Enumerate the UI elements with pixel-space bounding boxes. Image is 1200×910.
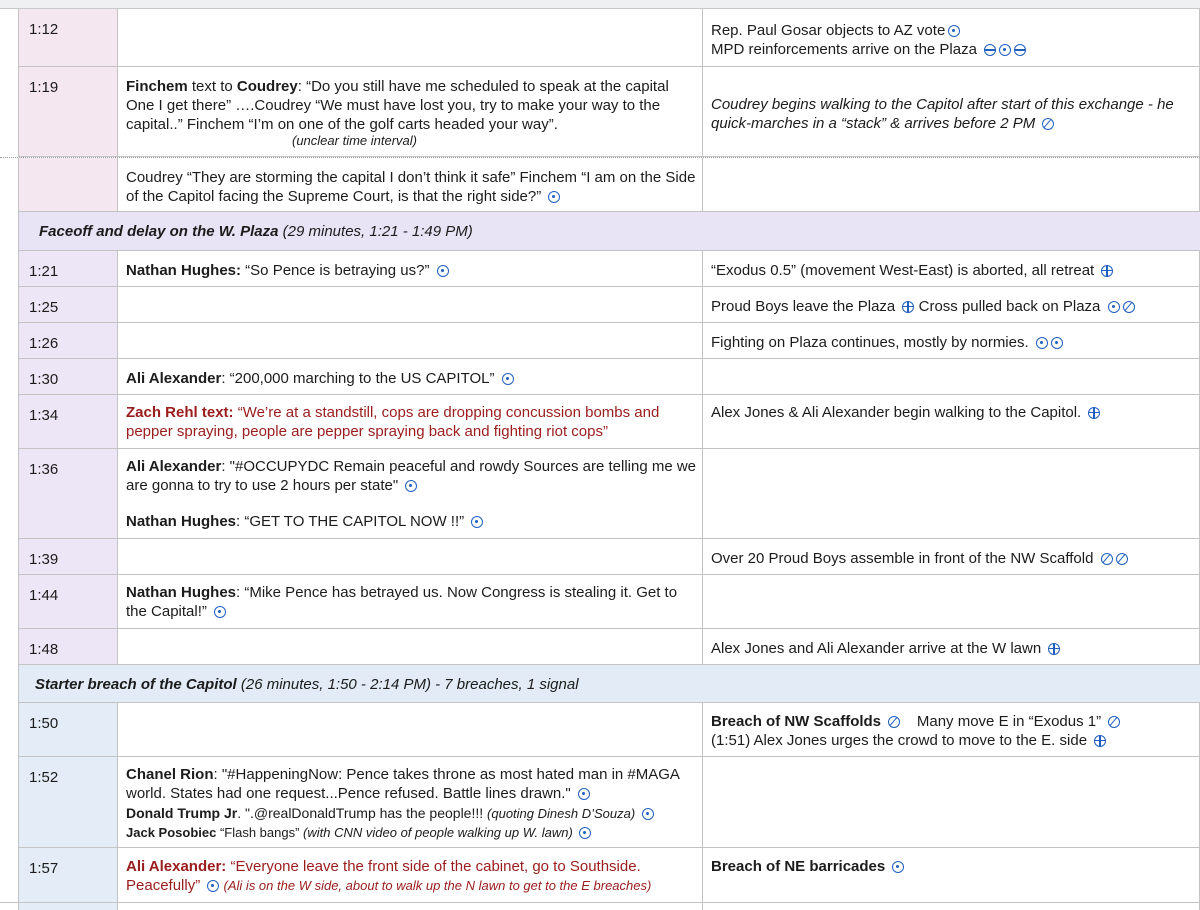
table-row xyxy=(18,629,1200,665)
slash-circle-icon xyxy=(1101,553,1113,565)
dot-icon xyxy=(405,480,417,492)
dot-icon xyxy=(502,373,514,385)
table-row xyxy=(18,9,1200,67)
time-cell: 1:30 xyxy=(29,371,59,388)
time-cell: 1:36 xyxy=(29,461,59,478)
message-text: Nathan Hughes: “Mike Pence has betrayed us. Now Congress is stealing it. Get to the Capital!” xyxy=(126,584,678,620)
slash-circle-icon xyxy=(888,716,900,728)
table-row xyxy=(18,703,1200,757)
minus-icon xyxy=(984,44,996,56)
top-strip xyxy=(0,0,1200,9)
table-row xyxy=(18,251,1200,287)
dot-icon xyxy=(548,191,560,203)
message-text: Jack Posobiec “Flash bangs” (with CNN video of people walking up W. lawn) xyxy=(126,823,696,842)
time-cell: 1:48 xyxy=(29,641,59,658)
table-row xyxy=(18,158,1200,212)
dot-icon xyxy=(1036,337,1048,349)
message-text: Zach Rehl text: “We’re at a standstill, cops are dropping concussion bombs and pepper spraying, people are pepper spraying back and fighting riot cops” xyxy=(126,404,660,440)
message-text: Chanel Rion: "#HappeningNow: Pence takes throne as most hated man in #MAGA world. States had one request...Pence refused. Battle lines drawn." xyxy=(126,766,680,802)
event-text: Breach of NE barricades xyxy=(711,857,1193,876)
plus-icon xyxy=(1101,265,1113,277)
table-row xyxy=(18,323,1200,359)
slash-circle-icon xyxy=(1123,301,1135,313)
time-cell: 1:39 xyxy=(29,551,59,568)
dot-icon xyxy=(1051,337,1063,349)
message-text: Ali Alexander: “200,000 marching to the US CAPITOL” xyxy=(126,369,696,388)
table-row xyxy=(18,848,1200,910)
time-cell: 1:34 xyxy=(29,407,59,424)
table-row xyxy=(18,449,1200,539)
event-text: Breach of NW Scaffolds Many move E in “Exodus 1” (1:51) Alex Jones urges the crowd to move to the E. side xyxy=(711,712,1193,750)
time-cell: 1:44 xyxy=(29,587,59,604)
plus-icon xyxy=(1048,643,1060,655)
event-text: Fighting on Plaza continues, mostly by normies. xyxy=(711,333,1193,352)
plus-icon xyxy=(1088,407,1100,419)
dot-icon xyxy=(578,788,590,800)
time-cell: 1:19 xyxy=(29,79,59,96)
event-text: Proud Boys leave the Plaza Cross pulled back on Plaza xyxy=(711,297,1193,316)
section-header: Starter breach of the Capitol (26 minutes, 1:50 - 2:14 PM) - 7 breaches, 1 signal xyxy=(18,665,1200,703)
table-row xyxy=(18,67,1200,157)
message-text: Donald Trump Jr. ".@realDonaldTrump has the people!!! (quoting Dinesh D’Souza) xyxy=(126,804,696,823)
message-text: Ali Alexander: "#OCCUPYDC Remain peaceful and rowdy Sources are telling me we are gonna to try to use 2 hours per state" xyxy=(126,458,697,494)
event-text: Alex Jones and Ali Alexander arrive at the W lawn xyxy=(711,639,1193,658)
plus-icon xyxy=(902,301,914,313)
dot-icon xyxy=(579,827,591,839)
dot-icon xyxy=(642,808,654,820)
message-text: Coudrey “They are storming the capital I don’t think it safe” Finchem “I am on the Side of the Capitol facing the Supreme Court, is that the right side?” xyxy=(126,169,696,205)
slash-circle-icon xyxy=(1116,553,1128,565)
dot-icon xyxy=(999,44,1011,56)
table-row xyxy=(18,575,1200,629)
table-row xyxy=(18,359,1200,395)
table-row xyxy=(18,287,1200,323)
message-text: Nathan Hughes: “GET TO THE CAPITOL NOW !!” xyxy=(126,512,696,531)
section-header: Faceoff and delay on the W. Plaza (29 minutes, 1:21 - 1:49 PM) xyxy=(18,212,1200,251)
time-cell: 1:26 xyxy=(29,335,59,352)
time-cell: 1:25 xyxy=(29,299,59,316)
message-text: Nathan Hughes: “So Pence is betraying us?” xyxy=(126,261,696,280)
plus-icon xyxy=(1094,735,1106,747)
message-text: Finchem text to Coudrey: “Do you still have me scheduled to speak at the capital One I get there” ….Coudrey “We must have lost you, try to make your way to the capital..” Finchem “I’m on one of the golf carts headed your way”. xyxy=(126,78,669,133)
dot-icon xyxy=(437,265,449,277)
minus-icon xyxy=(1014,44,1026,56)
time-cell: 1:12 xyxy=(29,21,59,38)
time-cell: 1:50 xyxy=(29,715,59,732)
event-text: Coudrey begins walking to the Capitol after start of this exchange - he quick-marches in a “stack” & arrives before 2 PM xyxy=(711,96,1174,132)
slash-circle-icon xyxy=(1108,716,1120,728)
event-text: Alex Jones & Ali Alexander begin walking to the Capitol. xyxy=(711,403,1193,422)
dot-icon xyxy=(214,606,226,618)
time-cell: 1:52 xyxy=(29,769,59,786)
message-text: Ali Alexander: “Everyone leave the front side of the cabinet, go to Southside. Peacefully” (Ali is on the W side, about to walk up the N lawn to get to the E breaches) xyxy=(126,858,652,894)
dot-icon xyxy=(892,861,904,873)
table-row xyxy=(18,757,1200,848)
divider xyxy=(0,902,1200,903)
table-row xyxy=(18,539,1200,575)
slash-circle-icon xyxy=(1042,118,1054,130)
event-text: Over 20 Proud Boys assemble in front of the NW Scaffold xyxy=(711,549,1193,568)
event-text: Rep. Paul Gosar objects to AZ vote MPD reinforcements arrive on the Plaza xyxy=(711,21,1193,59)
dot-icon xyxy=(207,880,219,892)
time-cell: 1:21 xyxy=(29,263,59,280)
dot-icon xyxy=(1108,301,1120,313)
time-cell: 1:57 xyxy=(29,860,59,877)
event-text: “Exodus 0.5” (movement West-East) is aborted, all retreat xyxy=(711,261,1193,280)
time-note: (unclear time interval) xyxy=(292,133,417,148)
dot-icon xyxy=(471,516,483,528)
table-row xyxy=(18,395,1200,449)
dot-icon xyxy=(948,25,960,37)
